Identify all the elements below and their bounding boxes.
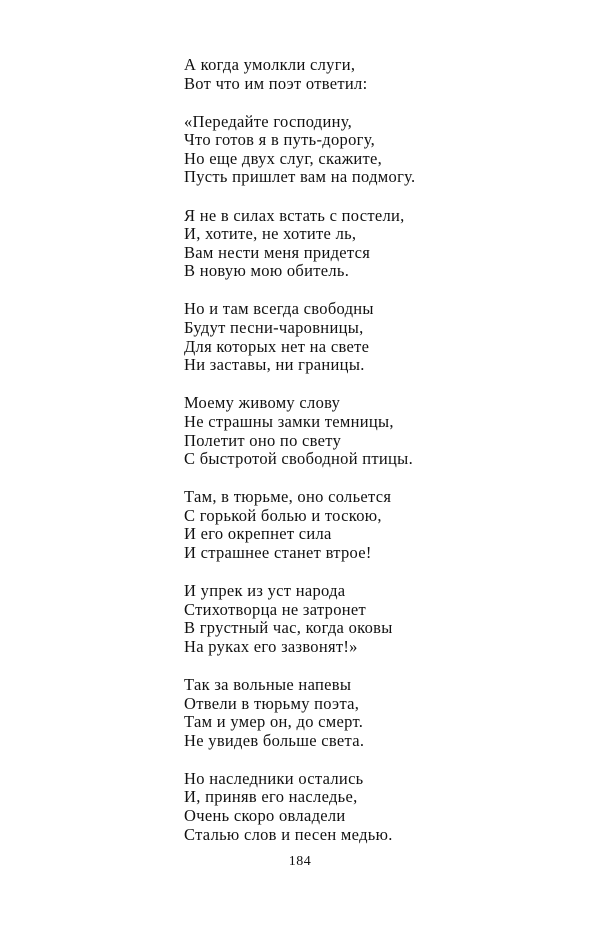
poem-line: Но наследники остались [184,768,364,788]
poem-line: На руках его зазвонят!» [184,636,358,656]
poem-line: Не увидев больше света. [184,730,365,750]
page-number: 184 [288,854,312,869]
stanza [184,394,484,468]
stanza [184,582,484,656]
poem-line: Что готов я в путь-дорогу, [184,130,376,150]
poem-line: Там, в тюрьме, оно сольется [184,487,392,507]
poem-line: С горькой болью и тоскою, [184,505,382,525]
stanza [184,770,484,844]
poem-line: Очень скоро овладели [184,806,346,825]
poem-line: Моему живому слову [184,393,341,413]
poem-line: С быстротой свободной птицы. [184,449,413,469]
poem-line: Вам нести меня придется [184,242,371,262]
poem-line: В новую мою обитель. [184,261,350,281]
poem-line: Но еще двух слуг, скажите, [184,148,383,168]
poem-line: И страшнее станет втрое! [184,542,372,562]
poem-line: Ни заставы, ни границы. [184,355,365,375]
poem-line: Но и там всегда свободны [184,299,374,319]
stanza [184,113,484,187]
poem-line: И, приняв его наследье, [184,787,358,807]
poem-line: А когда умолкли слуги, [184,55,356,74]
poem-line: Пусть пришлет вам на подмогу. [184,167,416,187]
stanza [184,207,484,281]
poem-line: Для которых нет на свете [184,336,370,356]
poem-line: Сталью слов и песен медью. [184,824,393,844]
stanza [184,676,484,750]
stanza [184,488,484,562]
poem-line: Отвели в тюрьму поэта, [184,693,360,713]
stanza [184,300,484,374]
poem-line: Вот что им поэт ответил: [184,73,368,93]
stanza [184,56,484,93]
poem-line: Там и умер он, до смерт. [184,712,364,732]
poem-line: Будут песни-чаровницы, [184,318,364,338]
poem-line: И его окрепнет сила [184,524,332,544]
poem-line: Полетит оно по свету [184,430,342,450]
poem-line: Не страшны замки темницы, [184,411,394,431]
poem-line: В грустный час, когда оковы [184,618,393,638]
poem-line: Стихотворца не затронет [184,599,367,619]
poem-line: И упрек из уст народа [184,581,346,601]
poem-line: Так за вольные напевы [184,674,352,694]
poem-line: «Передайте господину, [184,111,353,131]
poem-line: Я не в силах встать с постели, [184,205,405,225]
poem-line: И, хотите, не хотите ль, [184,224,357,244]
poem-text [184,56,484,864]
